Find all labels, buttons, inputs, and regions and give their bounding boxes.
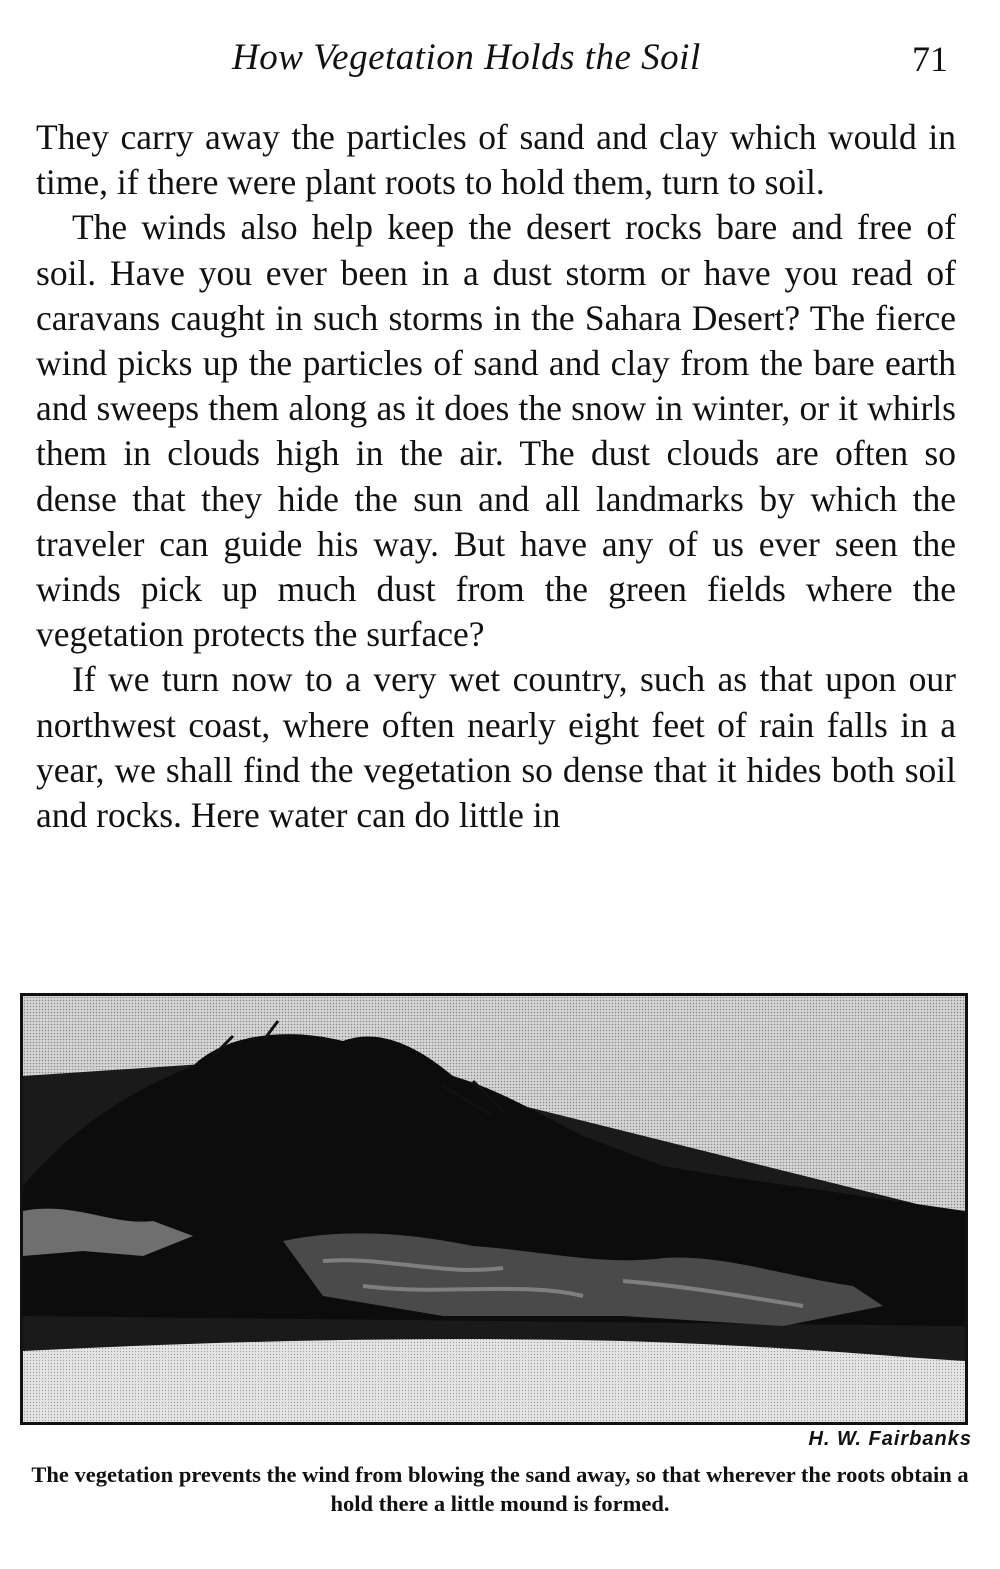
paragraph-winds: The winds also help keep the desert rocks bare and free of soil. Have you ever been in a dust storm or have you read of caravans caught in such storms in the Sahara Desert? The fierce wind picks up the particles of sand and clay from the bare earth and sweeps them along as it does the snow in winter, or it whirls them in clouds high in the air. The dust clouds are often so dense that they hide the sun and all landmarks by which the traveler can guide his way. But have any of us ever seen the winds pick up much dust from the green fields where the vegetation protects the surface? [36,207,956,655]
paragraph-wet-country: If we turn now to a very wet country, such as that upon our northwest coast, where often nearly eight feet of rain falls in a year, we shall find the vegetation so dense that it hides both soil and rocks. Here water can do little in [36,659,956,836]
running-title: How Vegetation Holds the Soil [232,37,701,78]
page-header [0,36,1000,86]
body-text [36,115,956,838]
photo-sand-mound [20,993,968,1425]
paragraph-continuation: They carry away the particles of sand and clay which would in time, if there were plant roots to hold them, turn to soil. [36,117,956,203]
figure-caption: The vegetation prevents the wind from blowing the sand away, so that wherever the roots obtain a hold there a little mound is formed. [31,1462,969,1516]
page-number: 71 [912,39,948,79]
photo-credit: H. W. Fairbanks [808,1428,972,1450]
photo-illustration [23,996,965,1422]
sand-foreground [23,1339,965,1422]
